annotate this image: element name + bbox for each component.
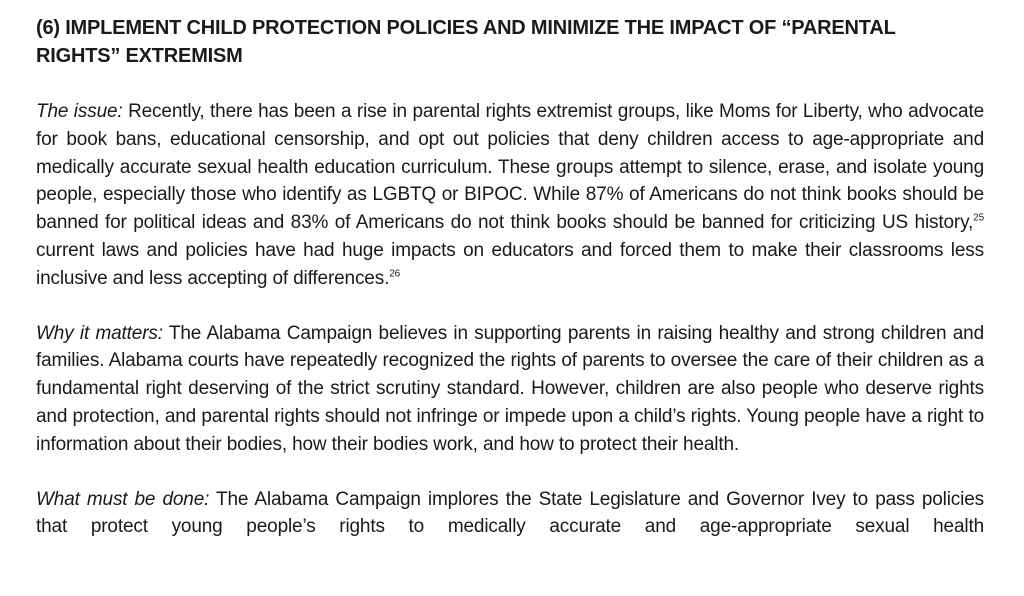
what-must-be-done-lead: What must be done:	[36, 488, 210, 510]
why-it-matters-lead: Why it matters:	[36, 322, 163, 344]
footnote-26[interactable]: 26	[389, 268, 401, 280]
why-it-matters-paragraph	[36, 320, 984, 459]
issue-text-part-2: current laws and policies have had huge impacts on educators and forced them to make their classrooms less inclusive and less accepting of differences.	[36, 239, 984, 289]
what-must-be-done-paragraph	[36, 486, 984, 542]
what-must-be-done-text: The Alabama Campaign implores the State Legislature and Governor Ivey to pass policies that protect young people’s rights to medically accurate and age-appropriate sexual health	[36, 488, 984, 538]
footnote-25[interactable]: 25	[973, 212, 984, 224]
section-heading: (6) IMPLEMENT CHILD PROTECTION POLICIES AND MINIMIZE THE IMPACT OF “PARENTAL RIGHTS” EXTREMISM	[36, 17, 896, 67]
issue-text-part-1: Recently, there has been a rise in parental rights extremist groups, like Moms for Liberty, who advocate for book bans, educational censorship, and opt out policies that deny children access to age-appropriate and medically accurate sexual health education curriculum. These groups attempt to silence, erase, and isolate young people, especially those who identify as LGBTQ or BIPOC. While 87% of Americans do not think books should be banned for political ideas and 83% of Americans do not think books should be banned for criticizing US history,	[36, 101, 984, 234]
document-page	[36, 14, 984, 568]
issue-lead: The issue:	[36, 101, 123, 122]
issue-paragraph	[36, 98, 984, 293]
why-it-matters-text: The Alabama Campaign believes in supporting parents in raising healthy and strong children and families. Alabama courts have repeatedly recognized the rights of parents to oversee the care of their children as a fundamental right deserving of the strict scrutiny standard. However, children are also people who deserve rights and protection, and parental rights should not infringe or impede upon a child’s rights. Young people have a right to information about their bodies, how their bodies work, and how to protect their health.	[36, 322, 985, 455]
